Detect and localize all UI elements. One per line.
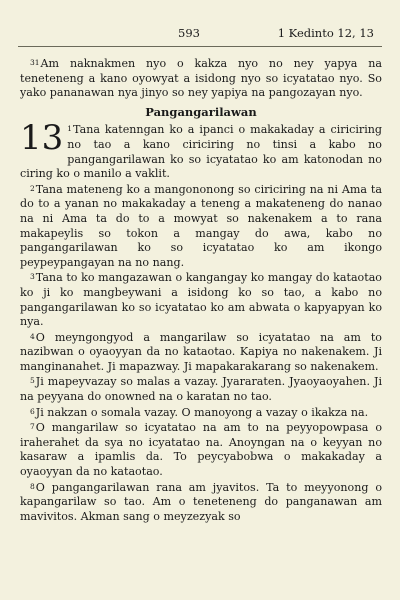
verse-text: Tana katenngan ko a ipanci o makakaday a ciriciring no tao a kano ciriciring no tinsi a kabo no pangangarilawan ko so icyatatao ko am katonodan no ciring ko o manilo a vaklit. <box>20 123 382 181</box>
verse-number: 31 <box>30 58 40 67</box>
verse-number: 4 <box>30 331 35 341</box>
verse-number: 5 <box>30 376 35 386</box>
verse-text: Ji mapeyvazay so malas a vazay. Jyararaten. Jyaoyaoyahen. Ji na peyyana do onowned na o karatan no tao. <box>20 375 382 404</box>
verse-text: Am naknakmen nyo o kakza nyo no ney yapya na teneteneng a kano oyowyat a isidong nyo so icyatatao nyo. So yako pananawan nya jinyo so ney yapiya na pangozayan nyo. <box>20 57 382 100</box>
verse-number: 1 <box>67 124 73 134</box>
verse-paragraph <box>20 420 382 479</box>
verse-paragraph <box>20 405 382 421</box>
verse-paragraph <box>20 182 382 271</box>
verse-text: Ji nakzan o somala vazay. O manoyong a vazay o ikakza na. <box>35 405 369 419</box>
verse-text: O pangangarilawan rana am jyavitos. Ta to meyyonong o kapangarilaw so tao. Am o teneteneng do panganawan am mavivitos. Akman sang o meyzezyak so <box>20 480 382 523</box>
verse-paragraph <box>20 330 382 375</box>
page-header <box>0 26 400 40</box>
page-body <box>20 56 382 524</box>
verse-paragraph <box>20 118 382 181</box>
section-heading: Pangangarilawan <box>145 104 257 119</box>
verse-paragraph <box>20 374 382 404</box>
verse-text: Tana to ko mangazawan o kangangay ko mangay do kataotao ko ji ko mangbeywani a isidong ko so tao, a kabo no pangangarilawan ko so icyatatao ko am abwata o kapyapyan ko nya. <box>20 271 382 329</box>
verse-number: 2 <box>30 183 35 193</box>
running-head: 1 Kedinto 12, 13 <box>277 26 374 40</box>
verse-number: 3 <box>30 272 35 282</box>
verse-text: Tana mateneng ko a mangononong so ciriciring na ni Ama ta do to a yanan no makakaday a teneng a makateneng do nanao na ni Ama ta do to a mowyat so nakenakem a to rana makapeylis so tokon a mangay do awa, kabo no pangangarilawan ko so icyatatao ko am ikongo peypeypangayan na no nang. <box>20 182 382 269</box>
verse-paragraph <box>20 270 382 329</box>
verse-text: O meyngongyod a mangarilaw so icyatatao na am to nazibwan o oyaoyyan da no kataotao. Kapiya no nakenakem. Ji manginanahet. Ji mapazway. Ji mapakarakarang so nakenakem. <box>20 330 382 373</box>
verse-number: 6 <box>30 406 35 416</box>
verse-number: 8 <box>30 481 35 491</box>
chapter-number: 13 <box>20 118 64 159</box>
verse-number: 7 <box>30 422 35 432</box>
verse-text: O mangarilaw so icyatatao na am to na peyyopowpasa o iraherahet da sya no icyatatao na. Anoyngan na o keyyan no kasaraw a ipamlis da. To peycyabobwa o makakaday a oyaoyyan da no kataotao. <box>20 421 382 479</box>
header-rule <box>18 46 382 47</box>
page-number: 593 <box>178 26 200 40</box>
verse-paragraph <box>20 56 382 101</box>
verse-paragraph <box>20 480 382 525</box>
